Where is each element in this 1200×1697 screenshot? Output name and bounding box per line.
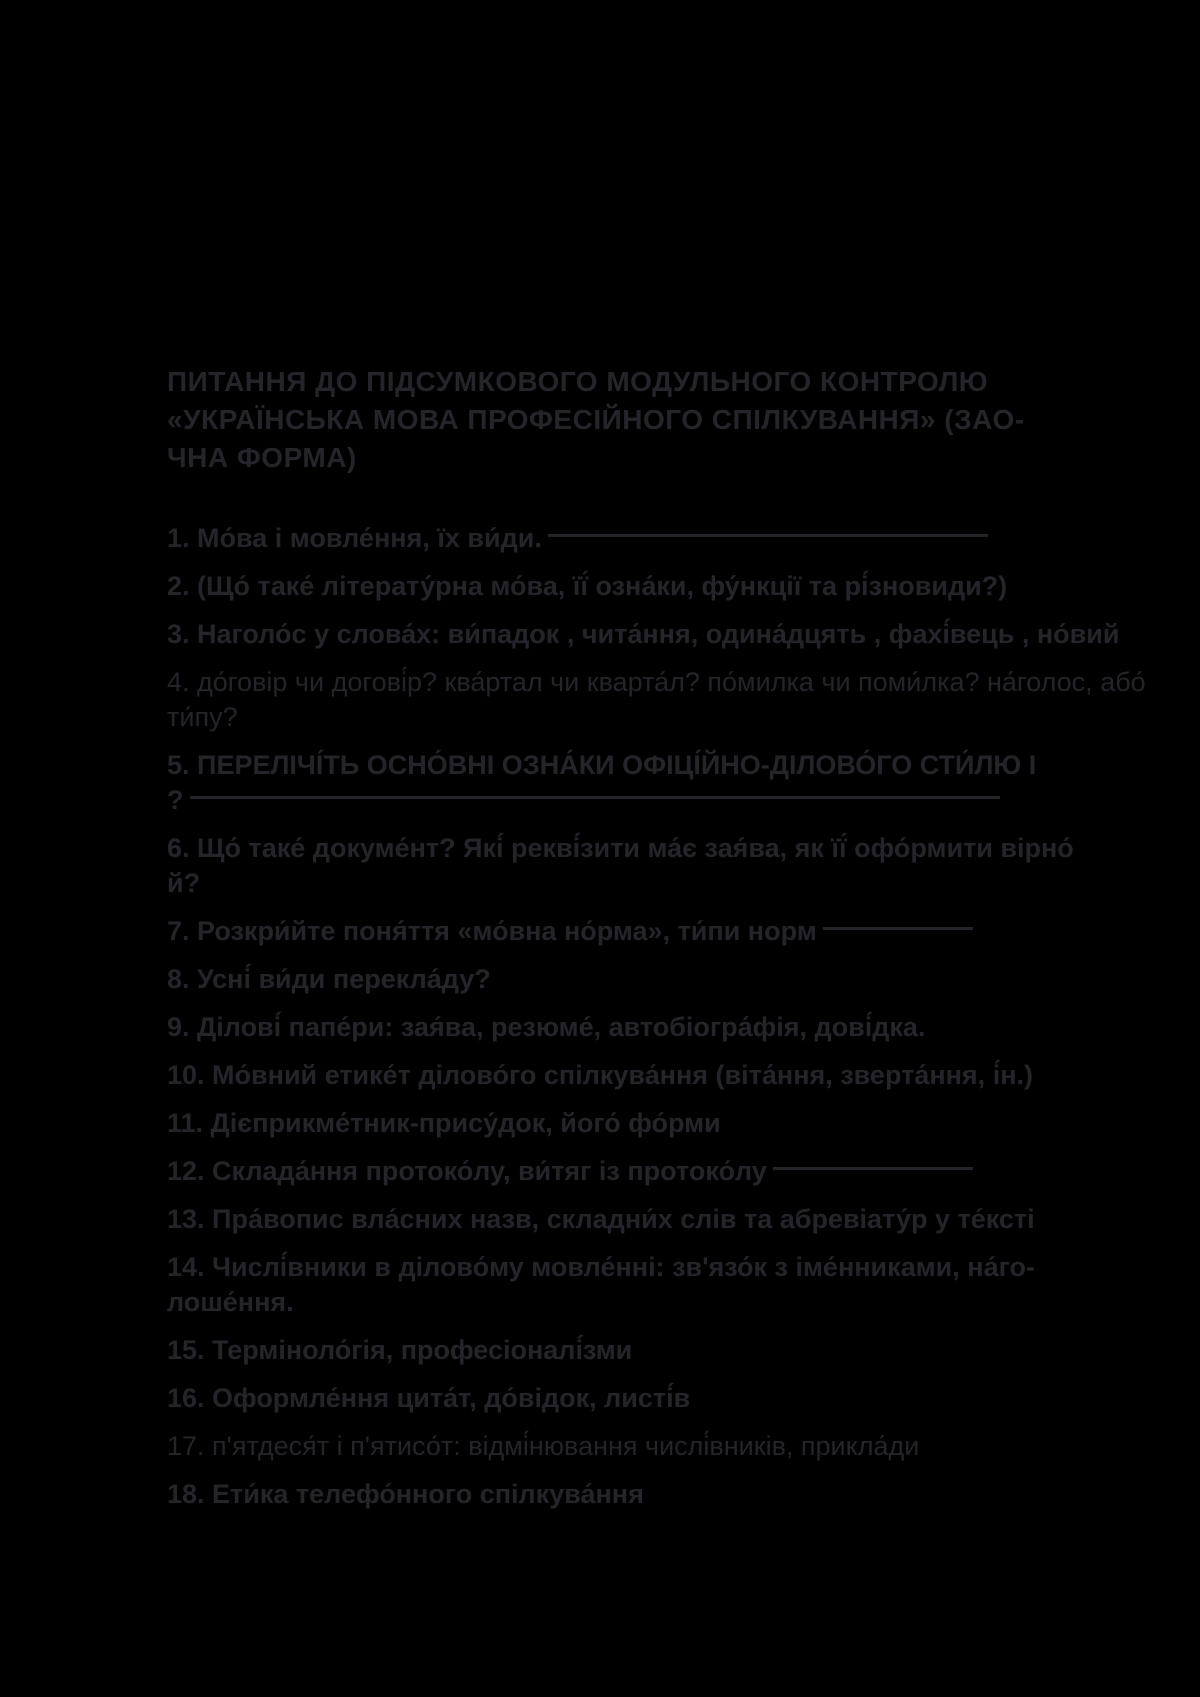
question-list [167, 521, 1146, 1512]
item-text: Терміноло́гія, професіоналі́зми [204, 1335, 633, 1365]
item-wrap-line [167, 700, 1060, 735]
list-item [167, 1154, 1060, 1189]
item-line [167, 1202, 1060, 1237]
list-item [167, 748, 1060, 818]
item-text: Оформле́ння цита́т, до́відок, листі́в [204, 1383, 691, 1413]
item-text: Мо́ва і мовле́ння, їх ви́ди. [189, 523, 542, 553]
blank-rule [548, 534, 988, 537]
item-line [167, 1477, 1060, 1512]
list-item [167, 1058, 1060, 1093]
heading-line-3: ЧНА ФОРМА) [167, 442, 357, 473]
item-number: 11. [167, 1108, 204, 1138]
list-item [167, 962, 1060, 997]
item-line [167, 1381, 1060, 1416]
document-heading [167, 363, 1060, 477]
item-number: 14. [167, 1252, 205, 1282]
list-item [167, 665, 1146, 735]
item-number: 5. [167, 750, 190, 780]
item-line [167, 831, 1074, 866]
item-line [167, 569, 1060, 604]
item-number: 18. [167, 1479, 205, 1509]
item-text: Ділові́ папе́ри: зая́ва, резюме́, автобіогра́фія, дові́дка. [189, 1012, 926, 1042]
item-line [167, 665, 1146, 700]
list-item [167, 569, 1060, 604]
list-item [167, 521, 1060, 556]
item-text-continued: й? [167, 868, 201, 898]
item-text: п'ятдеся́т і п'ятисо́т: відмі́нювання числі́вників, прикла́ди [204, 1431, 920, 1461]
heading-line-1: ПИТАННЯ ДО ПІДСУМКОВОГО МОДУЛЬНОГО КОНТРОЛЮ [167, 366, 989, 397]
item-text: Ети́ка телефо́нного спілкува́ння [204, 1479, 644, 1509]
item-text: (Що́ таке́ літерату́рна мо́ва, її́ озна́ки, фу́нкції та рі́зновиди?) [189, 571, 1008, 601]
item-number: 9. [167, 1012, 190, 1042]
item-number: 4. [167, 667, 190, 697]
item-text: до́говір чи догові́р? ква́ртал чи кварта́л? по́милка чи поми́лка? на́голос, або́ [189, 667, 1146, 697]
item-number: 17. [167, 1431, 205, 1461]
item-line [167, 1010, 1060, 1045]
item-line [167, 521, 1060, 556]
item-line [167, 748, 1060, 783]
list-item [167, 1429, 1060, 1464]
item-number: 6. [167, 833, 190, 863]
item-line [167, 962, 1060, 997]
blank-rule [823, 927, 973, 930]
item-number: 13. [167, 1204, 205, 1234]
item-line [167, 1106, 1060, 1141]
item-text: Дієприкме́тник-прису́док, його́ фо́рми [203, 1108, 721, 1138]
item-line [167, 1429, 1060, 1464]
item-number: 3. [167, 619, 190, 649]
list-item [167, 831, 1074, 901]
item-line [167, 617, 1120, 652]
item-number: 15. [167, 1335, 205, 1365]
item-text: Усні́ ви́ди перекла́ду? [189, 964, 491, 994]
blank-rule [773, 1167, 973, 1170]
item-number: 10. [167, 1060, 205, 1090]
item-line [167, 1058, 1060, 1093]
list-item [167, 914, 1060, 949]
document-page [167, 363, 1146, 1525]
list-item [167, 617, 1120, 652]
item-number: 2. [167, 571, 190, 601]
item-wrap-line [167, 866, 1060, 901]
item-number: 8. [167, 964, 190, 994]
item-text: Склада́ння протоко́лу, ви́тяг із протоко́лу [204, 1156, 767, 1186]
list-item [167, 1381, 1060, 1416]
item-line [167, 1154, 1060, 1189]
item-wrap-line [167, 783, 1060, 818]
list-item [167, 1333, 1060, 1368]
item-line [167, 914, 1060, 949]
item-text-continued: ? [167, 785, 184, 815]
item-number: 7. [167, 916, 190, 946]
item-text-continued: лоше́ння. [167, 1287, 294, 1317]
list-item [167, 1106, 1060, 1141]
item-text: Наголо́с у слова́х: ви́падок , чита́ння, одина́дцять , фахі́вець , но́вий [189, 619, 1120, 649]
item-text-continued: ти́пу? [167, 702, 238, 732]
item-line [167, 1333, 1060, 1368]
item-text: ПЕРЕЛІЧІ́ТЬ ОСНО́ВНІ ОЗНА́КИ ОФІЦІ́ЙНО-ДІЛОВО́ГО СТИ́ЛЮ І [189, 750, 1037, 780]
item-wrap-line [167, 1285, 1060, 1320]
blank-rule [190, 796, 1000, 799]
item-text: Що́ таке́ докуме́нт? Які́ рекві́зити ма́є зая́ва, як її́ офо́рмити вірно́ [189, 833, 1074, 863]
list-item [167, 1250, 1060, 1320]
item-number: 12. [167, 1156, 205, 1186]
item-text: Розкри́йте поня́ття «мо́вна но́рма», ти́пи норм [189, 916, 817, 946]
item-line [167, 1250, 1060, 1285]
list-item [167, 1010, 1060, 1045]
list-item [167, 1477, 1060, 1512]
list-item [167, 1202, 1060, 1237]
heading-line-2: «УКРАЇНСЬКА МОВА ПРОФЕСІЙНОГО СПІЛКУВАННЯ» (ЗАО- [167, 404, 1025, 435]
item-number: 1. [167, 523, 190, 553]
item-number: 16. [167, 1383, 205, 1413]
item-text: Пра́вопис вла́сних назв, складни́х слів та абревіату́р у те́ксті [204, 1204, 1035, 1234]
item-text: Числі́вники в ділово́му мовле́нні: зв'язо́к з іме́нниками, на́го- [204, 1252, 1035, 1282]
item-text: Мо́вний етике́т ділово́го спілкува́ння (віта́ння, зверта́ння, і́н.) [204, 1060, 1033, 1090]
